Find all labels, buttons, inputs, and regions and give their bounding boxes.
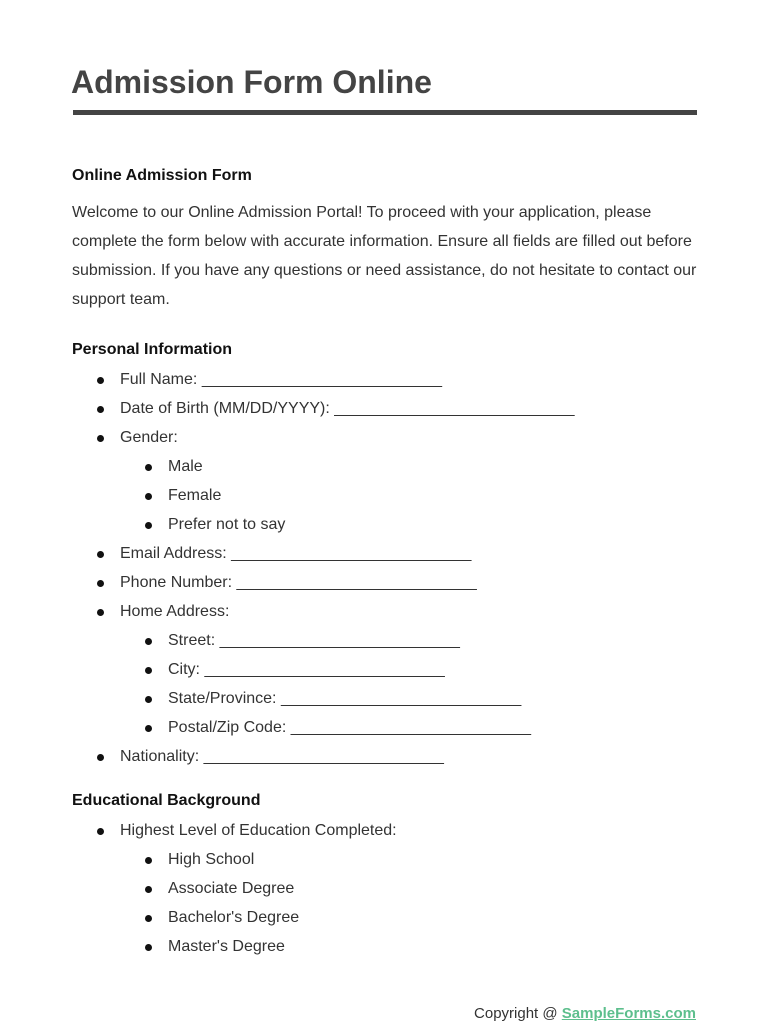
form-content <box>72 166 697 961</box>
date-of-birth-field[interactable] <box>72 394 697 423</box>
field-label: City: <box>168 661 200 678</box>
bullet-icon <box>145 857 152 864</box>
option-label: Female <box>168 487 222 504</box>
educational-background-list <box>72 816 697 961</box>
highest-education-field <box>72 816 697 961</box>
education-option-bachelors-degree[interactable] <box>120 903 697 932</box>
email-address-blank[interactable]: ___________________________ <box>231 545 472 562</box>
option-label: Associate Degree <box>168 880 295 897</box>
home-address-subfields <box>120 626 697 742</box>
bullet-icon <box>97 551 104 558</box>
phone-number-field[interactable] <box>72 568 697 597</box>
education-option-masters-degree[interactable] <box>120 932 697 961</box>
field-label: Home Address: <box>120 603 230 620</box>
education-options <box>120 845 697 961</box>
bullet-icon <box>145 886 152 893</box>
bullet-icon <box>145 667 152 674</box>
field-label: Phone Number: <box>120 574 233 591</box>
intro-section <box>72 166 697 314</box>
nationality-blank[interactable]: ___________________________ <box>203 748 444 765</box>
field-label: Street: <box>168 632 216 649</box>
field-label: State/Province: <box>168 690 277 707</box>
footer-copyright <box>474 1005 696 1022</box>
nationality-field[interactable] <box>72 742 697 771</box>
bullet-icon <box>145 464 152 471</box>
bullet-icon <box>145 493 152 500</box>
field-label: Date of Birth (MM/DD/YYYY): <box>120 400 330 417</box>
bullet-icon <box>97 435 104 442</box>
field-label: Gender: <box>120 429 178 446</box>
field-label: Nationality: <box>120 748 200 765</box>
intro-text: Welcome to our Online Admission Portal! To proceed with your application, please complete the form below with accurate information. Ensure all fields are filled out before submission. If you have any questions or need assistance, do not hesitate to contact our support team. <box>72 204 697 308</box>
bullet-icon <box>97 406 104 413</box>
home-address-field <box>72 597 697 742</box>
bullet-icon <box>97 754 104 761</box>
state-province-blank[interactable]: ___________________________ <box>280 690 522 707</box>
gender-field <box>72 423 697 539</box>
full-name-blank[interactable]: ___________________________ <box>201 371 443 388</box>
education-option-associate-degree[interactable] <box>120 874 697 903</box>
option-label: Bachelor's Degree <box>168 909 300 926</box>
full-name-field[interactable] <box>72 365 697 394</box>
bullet-icon <box>145 696 152 703</box>
phone-number-blank[interactable]: ___________________________ <box>236 574 477 591</box>
sampleforms-link[interactable]: SampleForms.com <box>561 1005 696 1022</box>
field-label: Full Name: <box>120 371 198 388</box>
personal-information-section <box>72 340 697 771</box>
city-blank[interactable]: ___________________________ <box>204 661 445 678</box>
page-title: Admission Form Online <box>71 64 432 100</box>
bullet-icon <box>145 638 152 645</box>
date-of-birth-blank[interactable]: ___________________________ <box>334 400 575 417</box>
personal-information-heading: Personal Information <box>72 341 233 358</box>
field-label: Postal/Zip Code: <box>168 719 287 736</box>
gender-options <box>120 452 697 539</box>
bullet-icon <box>97 580 104 587</box>
bullet-icon <box>145 522 152 529</box>
option-label: High School <box>168 851 255 868</box>
city-field[interactable] <box>120 655 697 684</box>
bullet-icon <box>145 915 152 922</box>
street-field[interactable] <box>120 626 697 655</box>
bullet-icon <box>97 609 104 616</box>
field-label: Email Address: <box>120 545 227 562</box>
intro-heading: Online Admission Form <box>72 167 252 184</box>
personal-information-list <box>72 365 697 771</box>
title-divider <box>73 110 697 115</box>
option-label: Male <box>168 458 203 475</box>
bullet-icon <box>97 828 104 835</box>
copyright-text: Copyright @ <box>474 1005 562 1022</box>
gender-option-male[interactable] <box>120 452 697 481</box>
email-address-field[interactable] <box>72 539 697 568</box>
option-label: Master's Degree <box>168 938 285 955</box>
field-label: Highest Level of Education Completed: <box>120 822 397 839</box>
gender-option-prefer-not-to-say[interactable] <box>120 510 697 539</box>
postal-zip-code-blank[interactable]: ___________________________ <box>290 719 531 736</box>
education-option-high-school[interactable] <box>120 845 697 874</box>
bullet-icon <box>145 725 152 732</box>
option-label: Prefer not to say <box>168 516 286 533</box>
educational-background-heading: Educational Background <box>72 792 261 809</box>
educational-background-section <box>72 791 697 961</box>
gender-option-female[interactable] <box>120 481 697 510</box>
postal-zip-code-field[interactable] <box>120 713 697 742</box>
state-province-field[interactable] <box>120 684 697 713</box>
bullet-icon <box>145 944 152 951</box>
street-blank[interactable]: ___________________________ <box>219 632 460 649</box>
bullet-icon <box>97 377 104 384</box>
